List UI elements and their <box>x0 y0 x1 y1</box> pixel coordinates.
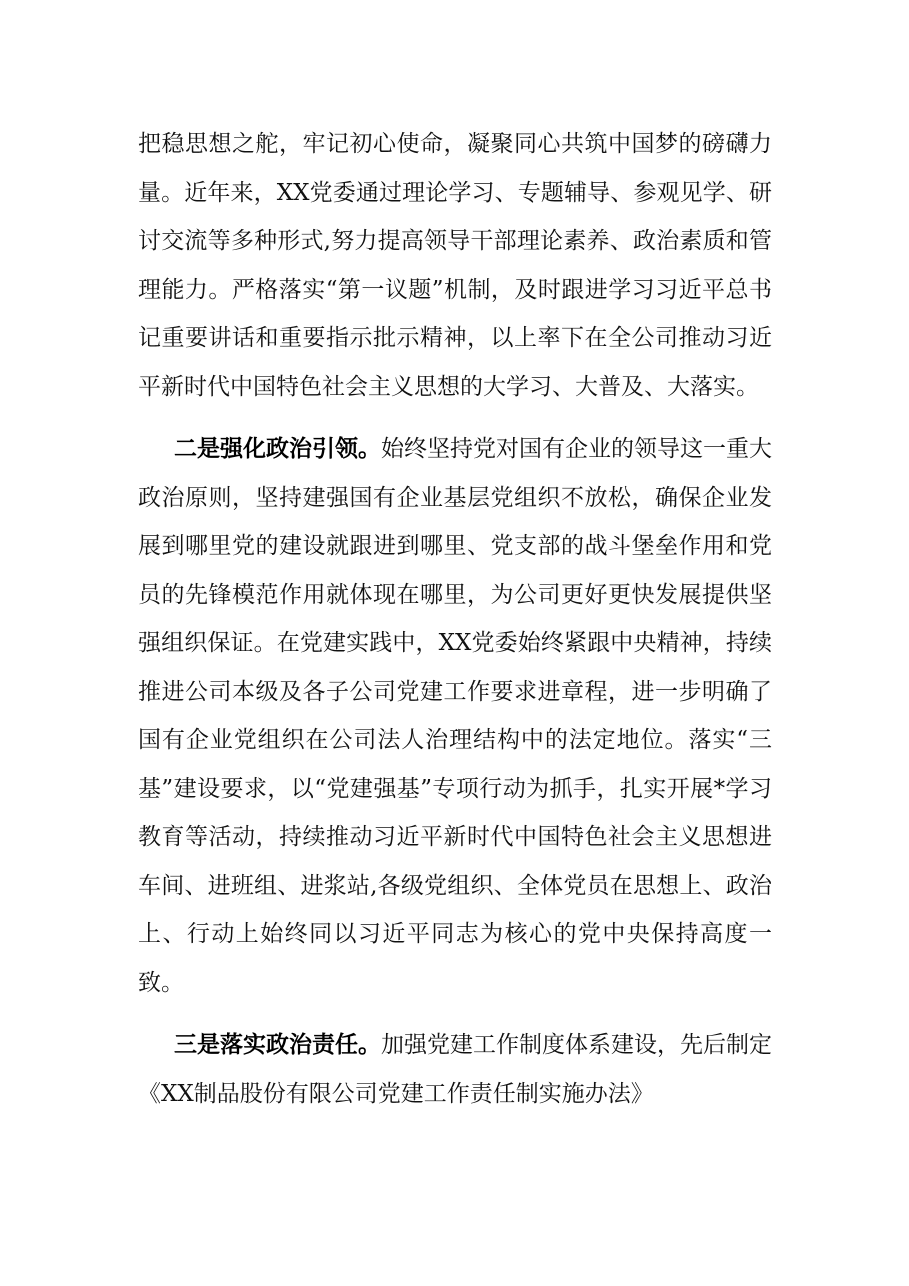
paragraph-3-lead: 三是落实政治责任。 <box>174 1031 381 1058</box>
paragraph-3-text: 加强党建工作制度体系建设，先后制定《XX制品股份有限公司党建工作责任制实施办法》 <box>138 1032 772 1107</box>
paragraph-2-text: 始终坚持党对国有企业的领导这一重大政治原则，坚持建强国有企业基层党组织不放松，确保企业发展到哪里党的建设就跟进到哪里、党支部的战斗堡垒作用和党员的先锋模范作用就体现在哪里，为公司更好更快发展提供坚强组织保证。在党建实践中，XX党委始终紧跟中央精神，持续推进公司本级及各子公司党建工作要求进章程，进一步明确了国有企业党组织在公司法人治理结构中的法定地位。落实“三基”建设要求，以“党建强基”专项行动为抓手，扎实开展*学习教育等活动，持续推动习近平新时代中国特色社会主义思想进车间、进班组、进浆站,各级党组织、全体党员在思想上、政治上、行动上始终同以习近平同志为核心的党中央保持高度一致。 <box>138 436 772 996</box>
paragraph-2 <box>138 425 772 1007</box>
paragraph-2-lead: 二是强化政治引领。 <box>174 435 381 462</box>
document-body <box>138 120 772 1132</box>
paragraph-1 <box>138 120 772 411</box>
paragraph-1-text: 把稳思想之舵，牢记初心使命，凝聚同心共筑中国梦的磅礴力量。近年来，XX党委通过理论学习、专题辅导、参观见学、研讨交流等多种形式,努力提高领导干部理论素养、政治素质和管理能力。严格落实“第一议题”机制，及时跟进学习习近平总书记重要讲话和重要指示批示精神，以上率下在全公司推动习近平新时代中国特色社会主义思想的大学习、大普及、大落实。 <box>138 131 772 400</box>
paragraph-3 <box>138 1021 772 1118</box>
